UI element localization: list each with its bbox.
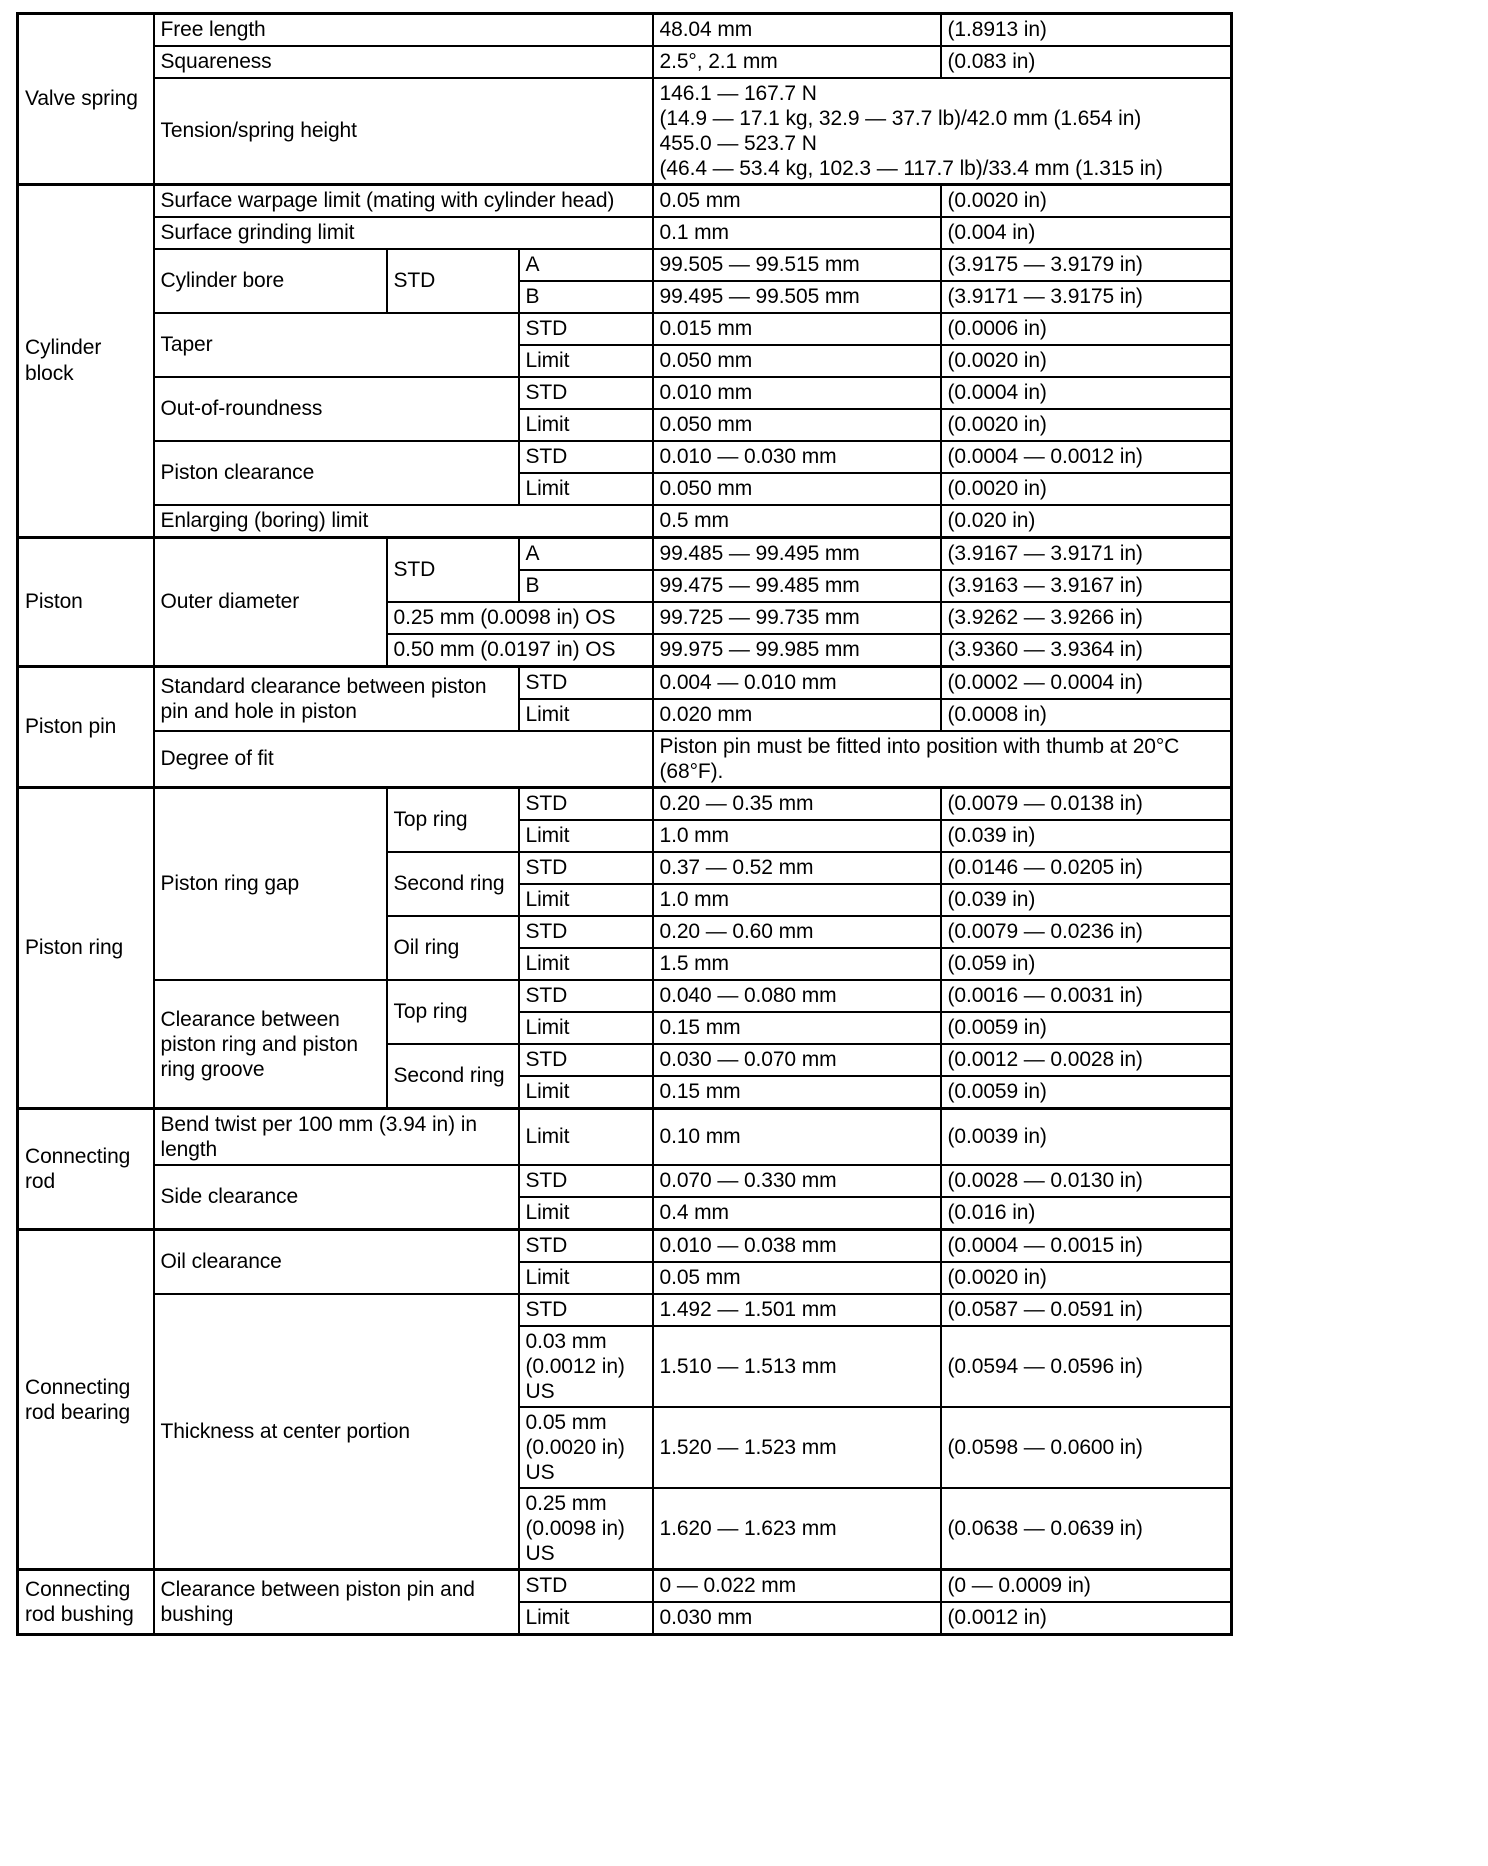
kind-label: STD: [519, 852, 653, 884]
table-row: [18, 1294, 1232, 1326]
value-mm: 1.620 — 1.623 mm: [653, 1488, 941, 1570]
value-mm: 0.010 — 0.038 mm: [653, 1230, 941, 1263]
value-in: (0.0146 — 0.0205 in): [941, 852, 1232, 884]
ring-label: Second ring: [387, 1044, 519, 1109]
table-row: [18, 538, 1232, 571]
kind-label: Limit: [519, 1109, 653, 1166]
fit-description: Piston pin must be fitted into position with thumb at 20°C (68°F).: [653, 731, 1232, 788]
item-label: Piston ring gap: [154, 788, 387, 981]
value-mm: 0.050 mm: [653, 345, 941, 377]
section-label-cylinder-block: Cylinder block: [18, 185, 154, 538]
kind-label: STD: [519, 788, 653, 821]
table-row: [18, 1109, 1232, 1166]
value-in: (3.9171 — 3.9175 in): [941, 281, 1232, 313]
grade-label: B: [519, 281, 653, 313]
kind-label: Limit: [519, 345, 653, 377]
tension-line: 146.1 — 167.7 N: [659, 82, 817, 105]
item-label: Free length: [154, 14, 653, 47]
value-mm: 0.040 — 0.080 mm: [653, 980, 941, 1012]
value-mm: 2.5°, 2.1 mm: [653, 46, 941, 78]
value-in: (0.0028 — 0.0130 in): [941, 1165, 1232, 1197]
value-in: (0.0594 — 0.0596 in): [941, 1326, 1232, 1407]
value-mm: 99.485 — 99.495 mm: [653, 538, 941, 571]
value-in: (0.0006 in): [941, 313, 1232, 345]
kind-label: Limit: [519, 409, 653, 441]
kind-label: STD: [519, 667, 653, 700]
value-mm: 0.5 mm: [653, 505, 941, 538]
item-label: Standard clearance between piston pin and hole in piston: [154, 667, 519, 732]
table-row: [18, 505, 1232, 538]
kind-label: Limit: [519, 1012, 653, 1044]
value-mm: 1.510 — 1.513 mm: [653, 1326, 941, 1407]
item-label: Enlarging (boring) limit: [154, 505, 653, 538]
value-in: (0.0598 — 0.0600 in): [941, 1407, 1232, 1488]
table-row: [18, 1230, 1232, 1263]
value-mm: 0.05 mm: [653, 1262, 941, 1294]
item-label: Out-of-roundness: [154, 377, 519, 441]
kind-label: STD: [519, 377, 653, 409]
value-mm: 0.030 — 0.070 mm: [653, 1044, 941, 1076]
value-in: (0.039 in): [941, 820, 1232, 852]
ring-label: Second ring: [387, 852, 519, 916]
item-label: Squareness: [154, 46, 653, 78]
grade-label: A: [519, 249, 653, 281]
tension-line: (14.9 — 17.1 kg, 32.9 — 37.7 lb)/42.0 mm (1.654 in): [659, 107, 1142, 130]
item-label: Cylinder bore: [154, 249, 387, 313]
value-in: (0.0020 in): [941, 1262, 1232, 1294]
value-mm: 0.015 mm: [653, 313, 941, 345]
ring-label: Top ring: [387, 980, 519, 1044]
value-mm: 0.10 mm: [653, 1109, 941, 1166]
value-in: (0.0004 — 0.0012 in): [941, 441, 1232, 473]
item-label: Side clearance: [154, 1165, 519, 1230]
value-in: (0.016 in): [941, 1197, 1232, 1230]
value-in: (0 — 0.0009 in): [941, 1570, 1232, 1603]
item-label: Thickness at center portion: [154, 1294, 519, 1570]
value-in: (0.0059 in): [941, 1012, 1232, 1044]
value-mm: 0.4 mm: [653, 1197, 941, 1230]
tension-values: [653, 78, 1232, 185]
item-label: Clearance between piston ring and piston ring groove: [154, 980, 387, 1109]
kind-label: STD: [519, 1570, 653, 1603]
value-mm: 0.070 — 0.330 mm: [653, 1165, 941, 1197]
value-mm: 99.495 — 99.505 mm: [653, 281, 941, 313]
item-label: Degree of fit: [154, 731, 653, 788]
grade-label: 0.50 mm (0.0197 in) OS: [387, 634, 653, 667]
value-in: (0.0012 — 0.0028 in): [941, 1044, 1232, 1076]
table-row: [18, 667, 1232, 700]
value-in: (0.0079 — 0.0236 in): [941, 916, 1232, 948]
value-in: (3.9360 — 3.9364 in): [941, 634, 1232, 667]
table-row: [18, 217, 1232, 249]
value-in: (0.004 in): [941, 217, 1232, 249]
value-in: (0.0012 in): [941, 1602, 1232, 1635]
value-mm: 1.492 — 1.501 mm: [653, 1294, 941, 1326]
value-mm: 0.20 — 0.60 mm: [653, 916, 941, 948]
value-in: (0.059 in): [941, 948, 1232, 980]
value-in: (0.0008 in): [941, 699, 1232, 731]
value-in: (0.0020 in): [941, 473, 1232, 505]
table-row: [18, 788, 1232, 821]
value-in: (3.9163 — 3.9167 in): [941, 570, 1232, 602]
value-mm: 0.15 mm: [653, 1076, 941, 1109]
value-in: (0.020 in): [941, 505, 1232, 538]
item-label: Surface warpage limit (mating with cylinder head): [154, 185, 653, 218]
value-in: (1.8913 in): [941, 14, 1232, 47]
section-label-piston-ring: Piston ring: [18, 788, 154, 1109]
section-label-rod-bearing: Connecting rod bearing: [18, 1230, 154, 1570]
value-in: (0.0587 — 0.0591 in): [941, 1294, 1232, 1326]
table-row: [18, 313, 1232, 345]
value-in: (0.0004 — 0.0015 in): [941, 1230, 1232, 1263]
value-in: (0.0020 in): [941, 185, 1232, 218]
table-row: [18, 185, 1232, 218]
value-in: (0.0059 in): [941, 1076, 1232, 1109]
sub-label: STD: [387, 249, 519, 313]
kind-label: STD: [519, 441, 653, 473]
item-label: Piston clearance: [154, 441, 519, 505]
kind-label: STD: [519, 916, 653, 948]
section-label-rod-bushing: Connecting rod bushing: [18, 1570, 154, 1635]
value-in: (0.039 in): [941, 884, 1232, 916]
value-mm: 1.520 — 1.523 mm: [653, 1407, 941, 1488]
value-mm: 99.475 — 99.485 mm: [653, 570, 941, 602]
item-label: Taper: [154, 313, 519, 377]
table-row: [18, 1165, 1232, 1197]
table-row: [18, 78, 1232, 185]
value-in: (0.0004 in): [941, 377, 1232, 409]
value-mm: 0.030 mm: [653, 1602, 941, 1635]
value-in: (0.0638 — 0.0639 in): [941, 1488, 1232, 1570]
kind-label: 0.05 mm (0.0020 in) US: [519, 1407, 653, 1488]
value-mm: 1.0 mm: [653, 820, 941, 852]
value-in: (0.0020 in): [941, 345, 1232, 377]
kind-label: Limit: [519, 884, 653, 916]
kind-label: Limit: [519, 820, 653, 852]
value-mm: 0.050 mm: [653, 473, 941, 505]
table-row: [18, 1570, 1232, 1603]
value-mm: 0.37 — 0.52 mm: [653, 852, 941, 884]
value-in: (3.9175 — 3.9179 in): [941, 249, 1232, 281]
value-in: (0.0020 in): [941, 409, 1232, 441]
grade-label: A: [519, 538, 653, 571]
kind-label: STD: [519, 1044, 653, 1076]
value-mm: 0.20 — 0.35 mm: [653, 788, 941, 821]
kind-label: STD: [519, 1294, 653, 1326]
item-label: Clearance between piston pin and bushing: [154, 1570, 519, 1635]
value-mm: 0.1 mm: [653, 217, 941, 249]
kind-label: Limit: [519, 1262, 653, 1294]
value-mm: 99.975 — 99.985 mm: [653, 634, 941, 667]
value-in: (0.0002 — 0.0004 in): [941, 667, 1232, 700]
kind-label: STD: [519, 1165, 653, 1197]
value-in: (0.0079 — 0.0138 in): [941, 788, 1232, 821]
value-in: (3.9262 — 3.9266 in): [941, 602, 1232, 634]
item-label: Bend twist per 100 mm (3.94 in) in length: [154, 1109, 519, 1166]
tension-line: 455.0 — 523.7 N: [659, 132, 817, 155]
sub-label: STD: [387, 538, 519, 603]
value-mm: 0.020 mm: [653, 699, 941, 731]
ring-label: Oil ring: [387, 916, 519, 980]
value-mm: 1.0 mm: [653, 884, 941, 916]
value-mm: 0.010 — 0.030 mm: [653, 441, 941, 473]
value-mm: 0.050 mm: [653, 409, 941, 441]
item-label: Tension/spring height: [154, 78, 653, 185]
value-mm: 99.505 — 99.515 mm: [653, 249, 941, 281]
kind-label: Limit: [519, 948, 653, 980]
value-mm: 0.05 mm: [653, 185, 941, 218]
grade-label: B: [519, 570, 653, 602]
value-mm: 99.725 — 99.735 mm: [653, 602, 941, 634]
kind-label: Limit: [519, 1076, 653, 1109]
table-row: [18, 980, 1232, 1012]
table-row: [18, 46, 1232, 78]
section-label-piston-pin: Piston pin: [18, 667, 154, 788]
value-in: (3.9167 — 3.9171 in): [941, 538, 1232, 571]
kind-label: STD: [519, 313, 653, 345]
value-mm: 1.5 mm: [653, 948, 941, 980]
kind-label: 0.03 mm (0.0012 in) US: [519, 1326, 653, 1407]
value-mm: 0.15 mm: [653, 1012, 941, 1044]
engine-spec-table: [16, 12, 1233, 1636]
kind-label: Limit: [519, 699, 653, 731]
kind-label: 0.25 mm (0.0098 in) US: [519, 1488, 653, 1570]
value-mm: 48.04 mm: [653, 14, 941, 47]
section-label-piston: Piston: [18, 538, 154, 667]
grade-label: 0.25 mm (0.0098 in) OS: [387, 602, 653, 634]
value-in: (0.0039 in): [941, 1109, 1232, 1166]
item-label: Outer diameter: [154, 538, 387, 667]
table-row: [18, 377, 1232, 409]
table-row: [18, 441, 1232, 473]
section-label-connecting-rod: Connecting rod: [18, 1109, 154, 1230]
value-in: (0.083 in): [941, 46, 1232, 78]
table-row: [18, 249, 1232, 281]
kind-label: STD: [519, 980, 653, 1012]
value-mm: 0.004 — 0.010 mm: [653, 667, 941, 700]
ring-label: Top ring: [387, 788, 519, 853]
kind-label: Limit: [519, 1602, 653, 1635]
kind-label: Limit: [519, 473, 653, 505]
item-label: Surface grinding limit: [154, 217, 653, 249]
value-in: (0.0016 — 0.0031 in): [941, 980, 1232, 1012]
kind-label: Limit: [519, 1197, 653, 1230]
value-mm: 0 — 0.022 mm: [653, 1570, 941, 1603]
tension-line: (46.4 — 53.4 kg, 102.3 — 117.7 lb)/33.4 mm (1.315 in): [659, 157, 1163, 180]
table-row: [18, 731, 1232, 788]
kind-label: STD: [519, 1230, 653, 1263]
value-mm: 0.010 mm: [653, 377, 941, 409]
table-row: [18, 14, 1232, 47]
section-label-valve-spring: Valve spring: [18, 14, 154, 185]
item-label: Oil clearance: [154, 1230, 519, 1295]
